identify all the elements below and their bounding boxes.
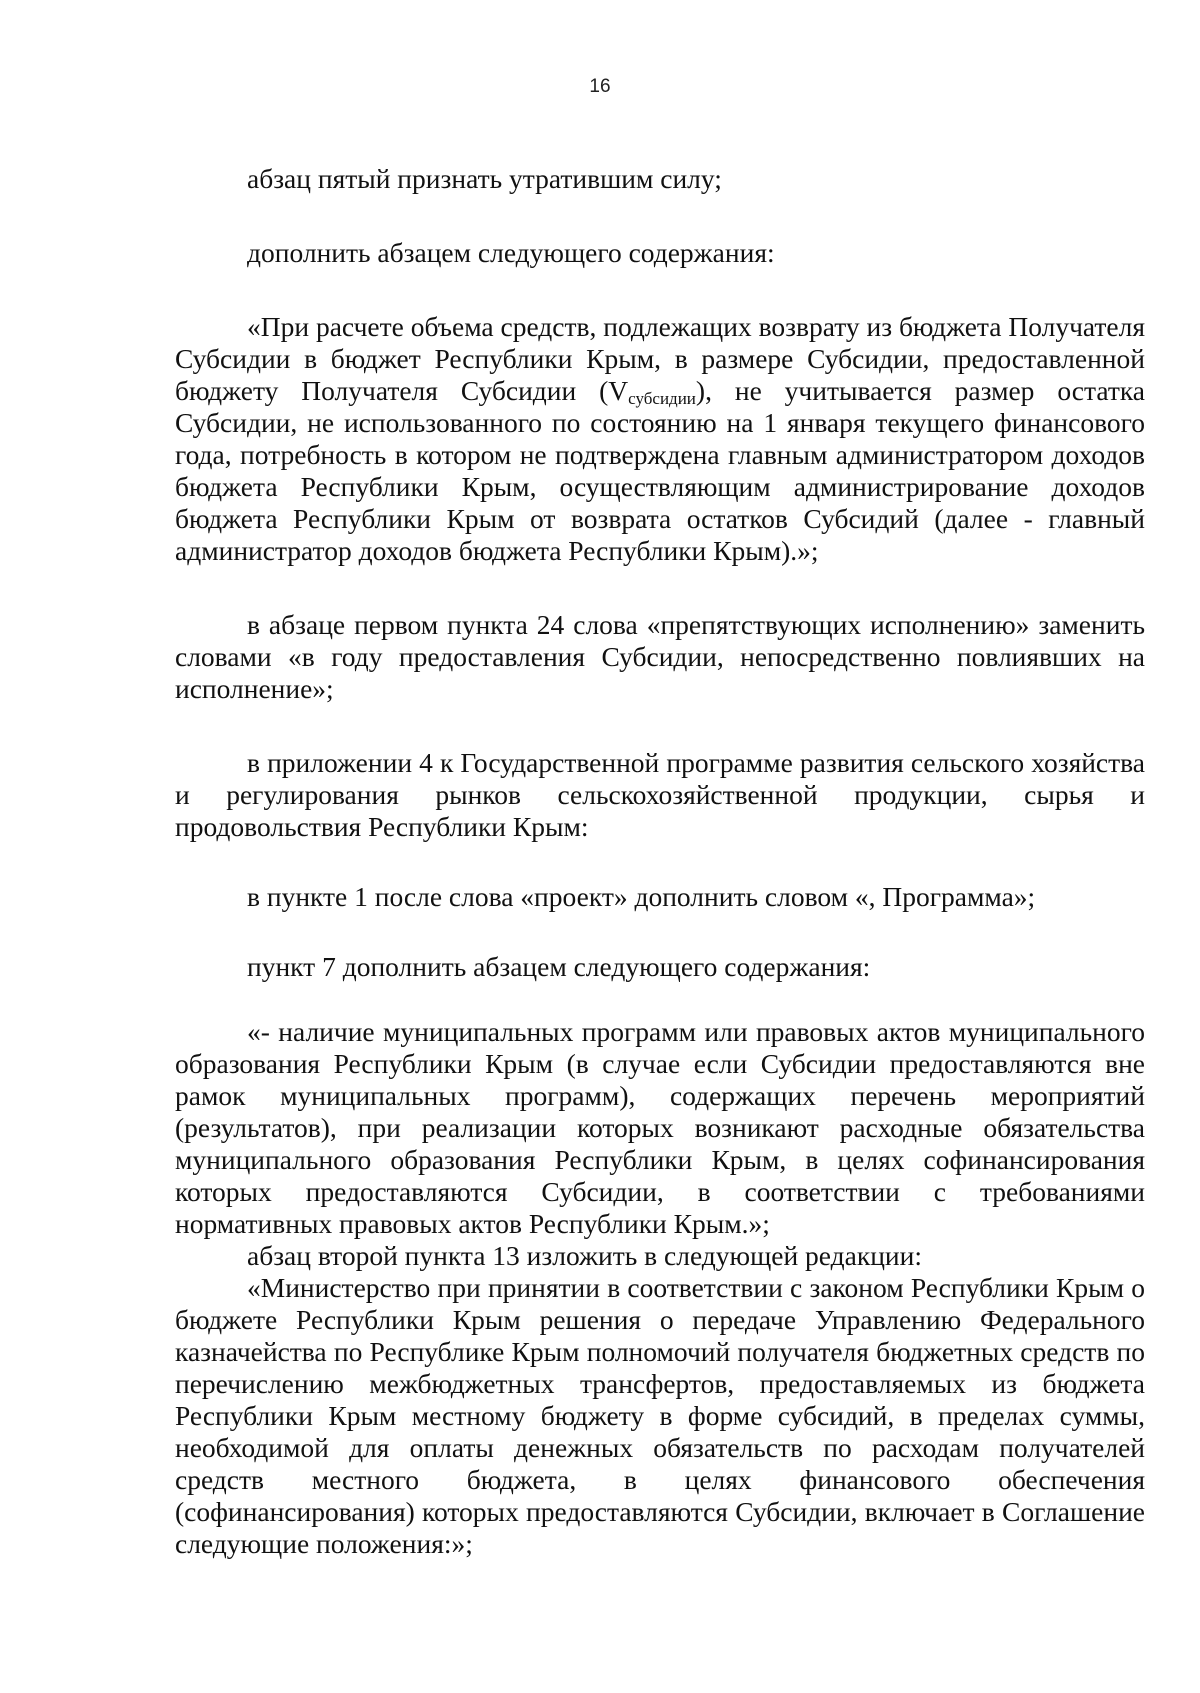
paragraph-subsidy-return-calculation <box>175 311 1145 567</box>
paragraph-item-13-amendment: абзац второй пункта 13 изложить в следующей редакции: <box>247 1240 922 1271</box>
subsidy-return-text-end: ), не учитывается размер остатка Субсидии, не использованного по состоянию на 1 января текущего финансового года, потребность в котором не подтверждена главным администратором доходов бюджета Республики Крым, осуществляющим администрирование доходов бюджета Республики Крым от возврата остатков Субсидий (далее - главный администратор доходов бюджета Республики Крым).»; <box>175 375 1145 566</box>
page-number: 16 <box>589 76 611 97</box>
paragraph-ministry-agreement-provisions: «Министерство при принятии в соответствии с законом Республики Крым о бюджете Республики Крым решения о передаче Управлению Федерального казначейства по Республике Крым полномочий получателя бюджетных средств по перечислению межбюджетных трансфертов, предоставляемых из бюджета Республики Крым местному бюджету в форме субсидий, в пределах суммы, необходимой для оплаты денежных обязательств по расходам получателей средств местного бюджета, в целях финансового обеспечения (софинансирования) которых предоставляются Субсидии, включает в Соглашение следующие положения:»; <box>175 1272 1145 1559</box>
paragraph-annex-4-intro: в приложении 4 к Государственной программе развития сельского хозяйства и регулирования рынков сельскохозяйственной продукции, сырья и продовольствия Республики Крым: <box>175 747 1145 842</box>
subsidy-return-text-start: «При расчете объема средств, подлежащих возврату из бюджета Получателя Субсидии в бюджет Республики Крым, в размере Субсидии, предоставленной бюджету Получателя Субсидии (V <box>175 311 1145 406</box>
subsidy-volume-subscript: субсидии <box>628 389 696 408</box>
document-body <box>175 163 1145 1560</box>
paragraph-item-7-amendment: пункт 7 дополнить абзацем следующего содержания: <box>247 951 871 982</box>
paragraph-item-1-amendment: в пункте 1 после слова «проект» дополнить словом «, Программа»; <box>247 881 1036 912</box>
paragraph-repeal-fifth-abzats: абзац пятый признать утратившим силу; <box>247 163 722 194</box>
paragraph-item-24-amendment: в абзаце первом пункта 24 слова «препятствующих исполнению» заменить словами «в году предоставления Субсидии, непосредственно повлиявших на исполнение»; <box>175 609 1145 704</box>
paragraph-municipal-programs: «- наличие муниципальных программ или правовых актов муниципального образования Республики Крым (в случае если Субсидии предоставляются вне рамок муниципальных программ), содержащих перечень мероприятий (результатов), при реализации которых возникают расходные обязательства муниципального образования Республики Крым, в целях софинансирования которых предоставляются Субсидии, в соответствии с требованиями нормативных правовых актов Республики Крым.»; <box>175 1016 1145 1239</box>
paragraph-add-abzats-intro: дополнить абзацем следующего содержания: <box>247 237 775 268</box>
